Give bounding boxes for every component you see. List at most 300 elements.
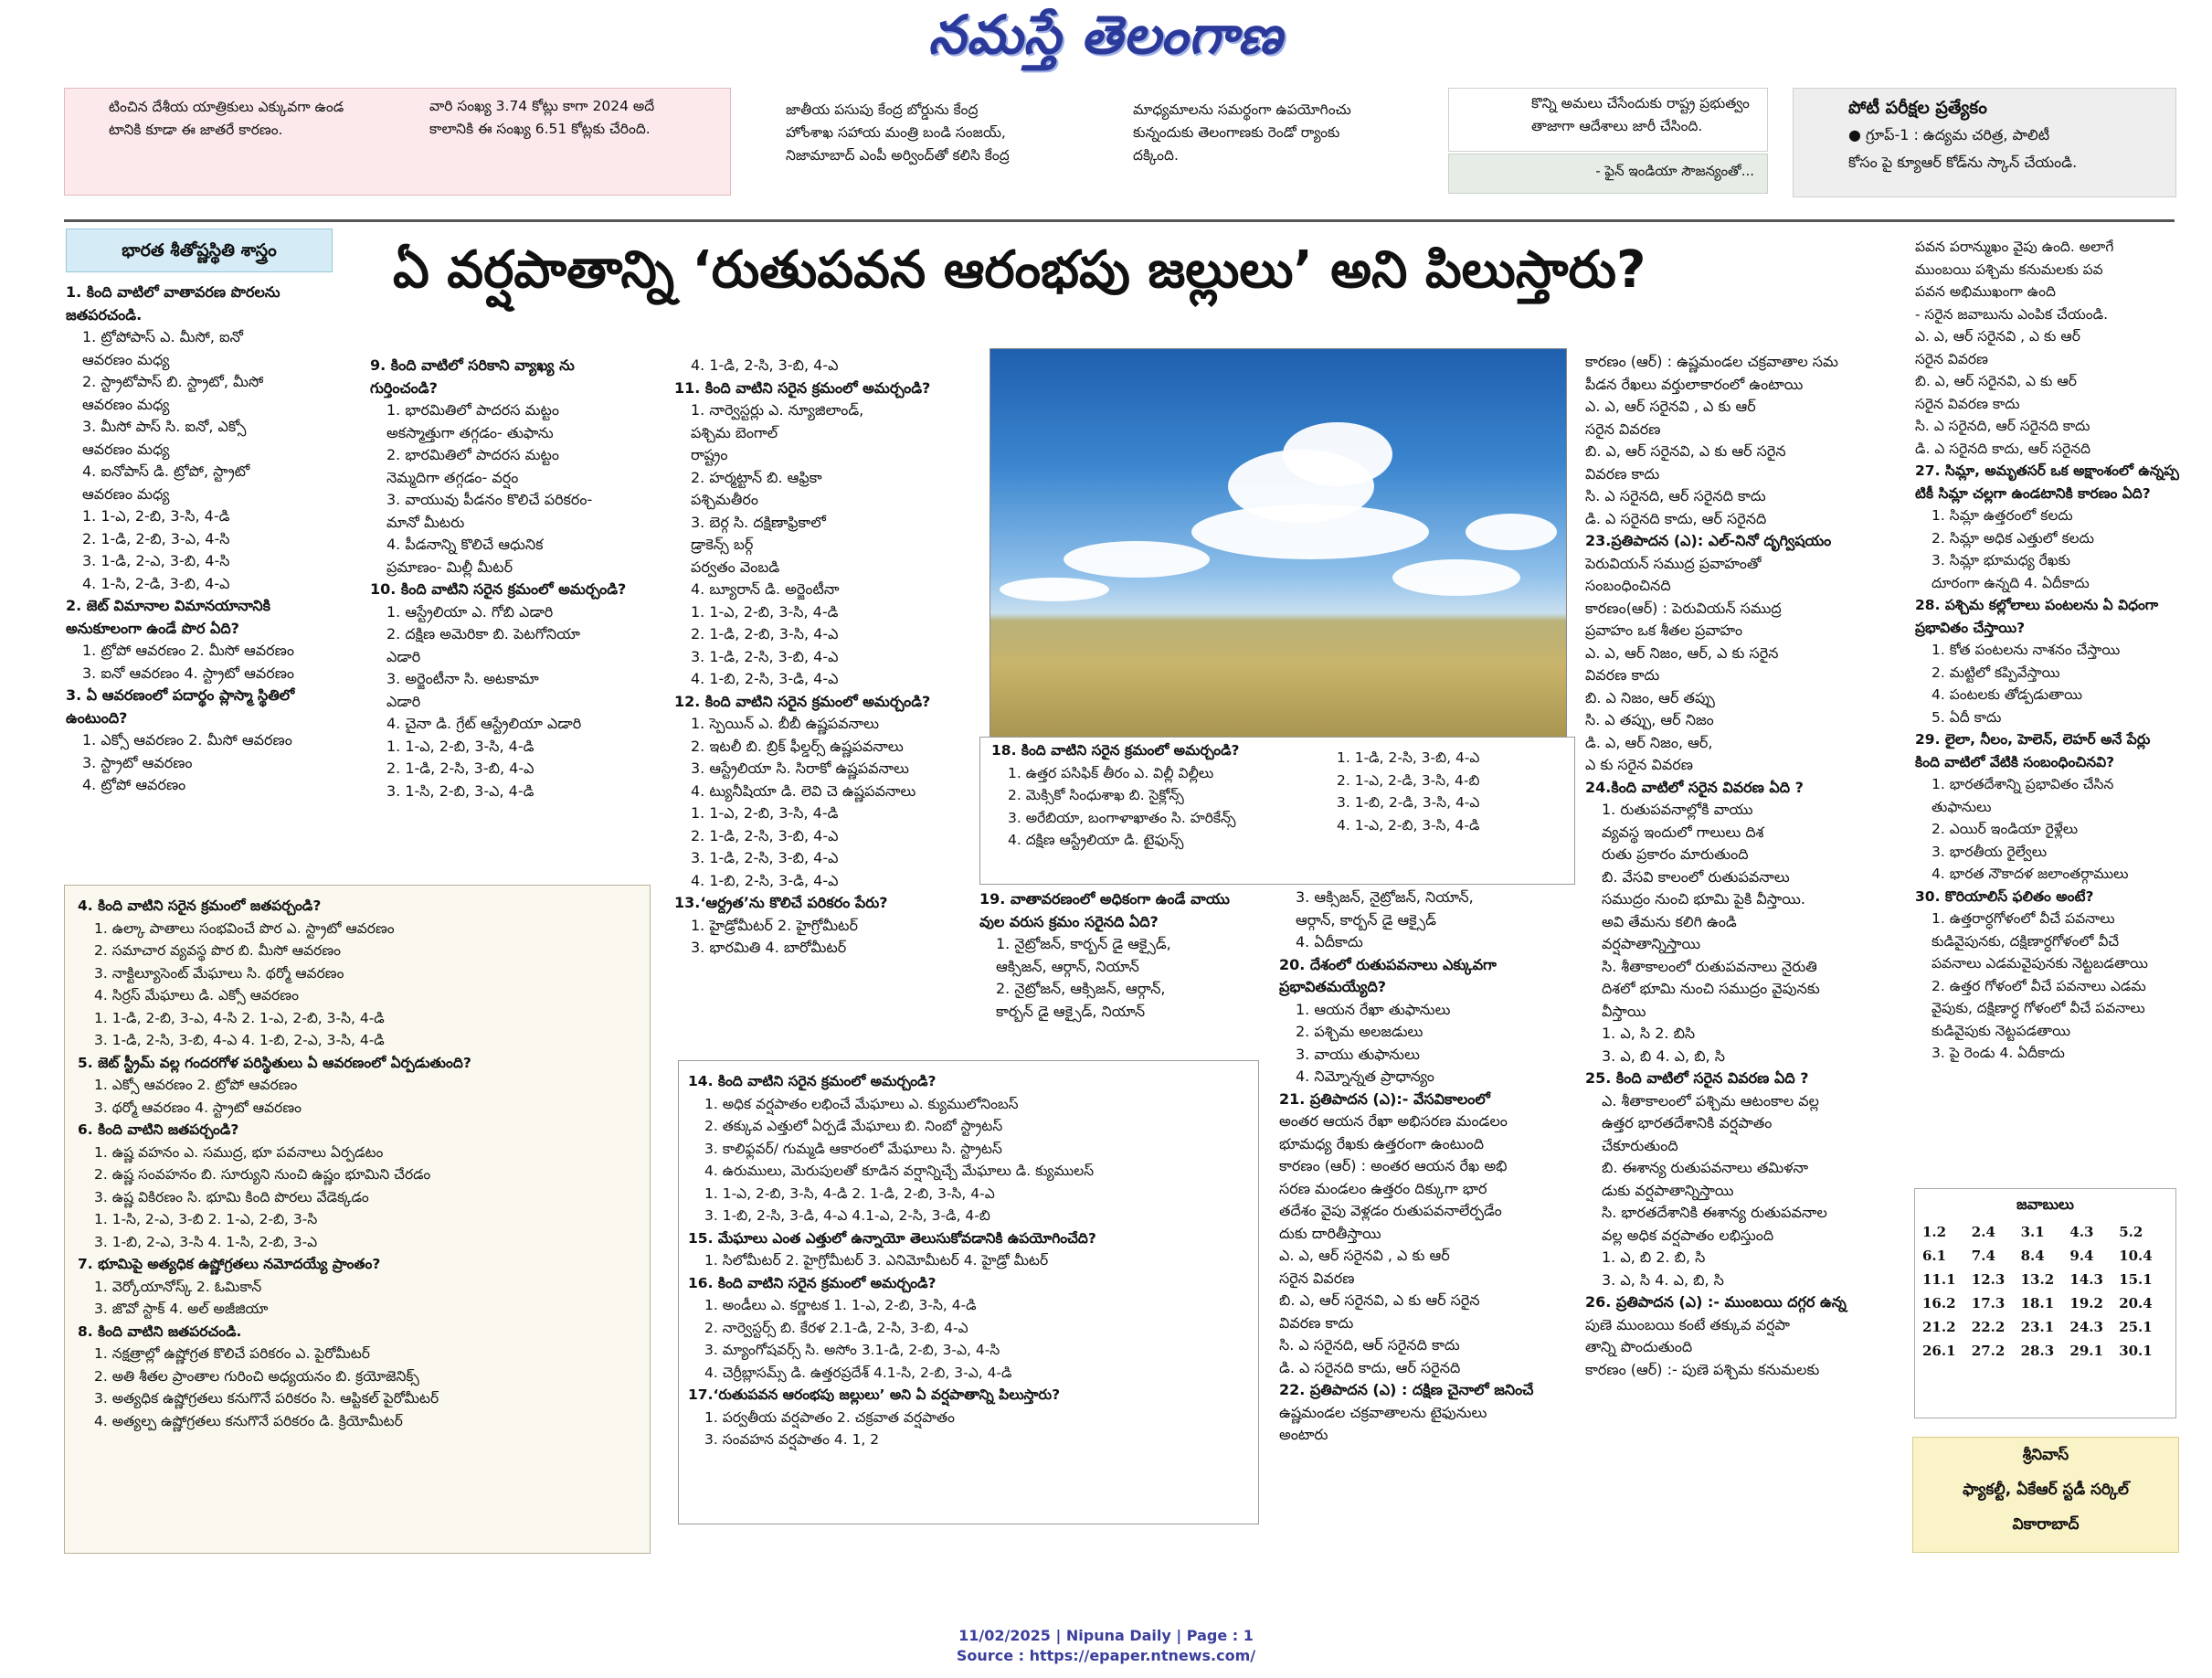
answer-item: 24.3 bbox=[2069, 1319, 2103, 1335]
option-line: 4. ఉరుములు, మెరుపులతో కూడిన వర్షాన్నిచ్చే మేఘాలు డి. క్యుములస్ bbox=[704, 1163, 1095, 1179]
question-line: జతపరచండి. bbox=[66, 305, 143, 324]
option-line: 3. మ్యాంగోషవర్స్ సి. అసోం 3.1-డి, 2-బి, 3-ఎ, 4-సి bbox=[704, 1342, 1000, 1358]
column-4b bbox=[1279, 887, 1581, 1526]
option-line: ఆవరణం మధ్య bbox=[82, 484, 170, 503]
option-line: నెమ్మదిగా తగ్గడం- వర్షం bbox=[386, 468, 519, 486]
answer-item: 21.2 bbox=[1922, 1319, 1956, 1335]
question-line: 20. దేశంలో రుతుపవనాలు ఎక్కువగా bbox=[1279, 955, 1497, 973]
option-line: 1. 1-ఎ, 2-బి, 3-సి, 4-డి 2. 1-డి, 2-బి, 3-సి, 4-ఎ bbox=[704, 1184, 995, 1202]
option-line: సి. ఎ తప్పు, ఆర్ నిజం bbox=[1585, 711, 1714, 728]
text-line: దక్కింది. bbox=[1133, 147, 1179, 164]
option-line: 2. సమాచార వ్యవస్థ పొర బి. మీసో ఆవరణం bbox=[94, 942, 342, 959]
option-line: 2. మట్టిలో కప్పివేస్తాయి bbox=[1932, 664, 2060, 681]
option-line: 3. ఆక్సిజన్, నైట్రోజన్, నియాన్, bbox=[1296, 888, 1474, 906]
answer-item: 30.1 bbox=[2119, 1343, 2153, 1359]
answer-item: 6.1 bbox=[1922, 1248, 1947, 1264]
option-line: దిశలో భూమి నుంచి సముద్రం వైపునకు bbox=[1602, 980, 1820, 997]
option-line: 1. ఎ, బి 2. బి, సి bbox=[1602, 1248, 1706, 1266]
option-line: సంబంధించినది bbox=[1585, 577, 1671, 594]
option-line: 1. ఎక్సో ఆవరణం 2. ట్రోపో ఆవరణం bbox=[94, 1077, 298, 1093]
answer-item: 23.1 bbox=[2020, 1319, 2055, 1335]
answer-item: 15.1 bbox=[2119, 1271, 2153, 1288]
option-line: 2. నైట్రోజన్, ఆక్సిజన్, ఆర్గాన్, bbox=[996, 980, 1166, 997]
answers-title: జవాబులు bbox=[2016, 1195, 2074, 1213]
question-line: 26. ప్రతిపాదన (ఎ) :- ముంబయి దగ్గర ఉన్న bbox=[1585, 1293, 1847, 1311]
option-line: 1. పర్వతీయ వర్షపాతం 2. చక్రవాత వర్షపాతం bbox=[704, 1408, 955, 1426]
option-line: కారణం (ఆర్) : అంతర ఆయన రేఖ అభి bbox=[1279, 1157, 1508, 1174]
question-line: 2. జెట్ విమానాల విమానయానానికి bbox=[66, 597, 270, 614]
question-line: 1. కింది వాటిలో వాతావరణ పొరలను bbox=[66, 283, 280, 301]
option-line: 3. వాయు తుఫానులు bbox=[1296, 1045, 1420, 1063]
author-credit bbox=[1912, 1437, 2179, 1553]
answer-item: 20.4 bbox=[2119, 1295, 2153, 1312]
option-line: డుకు వర్షపాతాన్నిస్తాయి bbox=[1602, 1181, 1734, 1199]
option-line: వర్షపాతాన్నిస్తాయి bbox=[1602, 935, 1701, 952]
option-line: చేకూరుతుంది bbox=[1602, 1136, 1678, 1154]
option-line: కుడివైపునకు, దక్షిణార్ధగోళంలో వీచే bbox=[1932, 932, 2120, 950]
text-line: తాజాగా ఆదేశాలు జారీ చేసింది. bbox=[1531, 118, 1703, 134]
option-line: 3. అరేబియా, బంగాళాఖాతం సి. హరికేన్స్ bbox=[1008, 809, 1236, 826]
answer-item: 18.1 bbox=[2020, 1295, 2055, 1312]
option-line: పవన పరాన్ముఖం వైపు ఉంది. అలాగే bbox=[1915, 239, 2114, 255]
option-line: ప్రమాణం- మిల్లీ మీటర్ bbox=[386, 558, 513, 576]
question-line: 21. ప్రతిపాదన (ఎ):- వేసవికాలంలో bbox=[1279, 1089, 1490, 1108]
option-line: ఉష్ణమండల చక్రవాతాలను టైఫునులు bbox=[1279, 1403, 1487, 1421]
option-line: 3. పై రెండు 4. ఏదీకాదు bbox=[1932, 1045, 2065, 1061]
option-line: 1. ఉష్ణ వహనం ఎ. సముద్ర, భూ పవనాలు ఏర్పడటం bbox=[94, 1143, 384, 1161]
option-line: 1. భారతదేశాన్ని ప్రభావితం చేసిన bbox=[1932, 776, 2114, 792]
option-line: ఆవరణం మధ్య bbox=[82, 350, 170, 368]
option-line: కార్బన్ డై ఆక్సైడ్, నియాన్ bbox=[996, 1002, 1146, 1020]
option-line: 4. దక్షిణ ఆస్ట్రేలియా డి. టైఫున్స్ bbox=[1008, 832, 1184, 848]
answer-item: 22.2 bbox=[1971, 1319, 2006, 1335]
question-line: 12. కింది వాటిని సరైన క్రమంలో అమర్చండి? bbox=[674, 692, 931, 710]
option-line: 1. 1-ఎ, 2-బి, 3-సి, 4-డి bbox=[691, 602, 839, 621]
option-line: 2. తక్కువ ఎత్తులో ఏర్పడే మేఘాలు బి. నింబో స్ట్రాటస్ bbox=[704, 1118, 1003, 1134]
question-line: ప్రభావితమయ్యేది? bbox=[1279, 978, 1387, 995]
question-line: ఉంటుంది? bbox=[66, 708, 128, 727]
option-line: 4. 1-డి, 2-సి, 3-బి, 4-ఎ bbox=[691, 356, 839, 374]
option-line: 1. ఎ, సి 2. బిసి bbox=[1602, 1025, 1696, 1042]
answer-item: 10.4 bbox=[2119, 1248, 2153, 1264]
option-line: 2. 1-డి, 2-బి, 3-ఎ, 4-సి bbox=[82, 529, 230, 547]
answer-item: 1.2 bbox=[1922, 1224, 1947, 1240]
answer-item: 11.1 bbox=[1922, 1271, 1956, 1288]
option-line: 4. నిమ్నోన్నత ప్రాధాన్యం bbox=[1296, 1067, 1434, 1085]
option-line: 1. సిమ్లా ఉత్తరంలో కలదు bbox=[1932, 507, 2073, 524]
option-line: దుకు దారితీస్తాయి bbox=[1279, 1224, 1381, 1242]
option-line: 3. బెర్గ సి. దక్షిణాఫ్రికాలో bbox=[691, 513, 826, 531]
option-line: 1. ఆస్ట్రేలియా ఎ. గోబి ఎడారి bbox=[386, 602, 554, 621]
option-line: 3. 1-బి, 2-ఎ, 3-సి 4. 1-సి, 2-బి, 3-ఎ bbox=[94, 1233, 318, 1250]
question-line: 23.ప్రతిపాదన (ఎ): ఎల్-నినో దృగ్విషయం bbox=[1585, 532, 1832, 549]
text-line: కున్నందుకు తెలంగాణకు రెండో ర్యాంకు bbox=[1133, 124, 1340, 141]
option-line: సి. ఎ సరైనది, ఆర్ సరైనది కాదు bbox=[1915, 418, 2090, 434]
option-line: సముద్రం నుంచి భూమి పైకి వీస్తాయి. bbox=[1602, 890, 1805, 908]
option-line: 4. 1-బి, 2-సి, 3-డి, 4-ఎ bbox=[691, 871, 839, 889]
option-line: 2. హర్మట్టాన్ బి. ఆఫ్రికా bbox=[691, 468, 822, 486]
answer-item: 12.3 bbox=[1971, 1271, 2006, 1288]
option-line: అంతర ఆయన రేఖా అభిసరణ మండలం bbox=[1279, 1112, 1508, 1130]
question-line: 4. కింది వాటిని సరైన క్రమంలో జతపర్చండి? bbox=[78, 897, 322, 914]
text-line: శ్రీనివాస్ bbox=[2022, 1446, 2069, 1464]
option-line: ముంబయి పశ్చిమ కనుమలకు పవ bbox=[1915, 260, 2103, 278]
option-line: మానో మీటరు bbox=[386, 513, 465, 531]
option-line: సరైన వివరణ bbox=[1279, 1269, 1355, 1287]
sky-grassland-photo bbox=[990, 348, 1567, 738]
option-line: ఎ. ఎ, ఆర్ సరైనవి , ఎ కు ఆర్ bbox=[1915, 328, 2080, 345]
answers-grid bbox=[1915, 1220, 2175, 1363]
option-line: పవనాలు ఎడమవైపునకు నెట్టబడతాయి bbox=[1932, 955, 2148, 972]
column-3 bbox=[674, 355, 985, 976]
option-line: సరైన వివరణ కాదు bbox=[1915, 395, 2020, 412]
answer-item: 19.2 bbox=[2069, 1295, 2103, 1312]
option-line: 1. నక్షత్రాల్లో ఉష్ణోగ్రత కొలిచే పరికరం ఎ. పైరోమీటర్ bbox=[94, 1345, 370, 1362]
option-line: రుతు ప్రకారం మారుతుంది bbox=[1602, 845, 1749, 863]
question-line: 14. కింది వాటిని సరైన క్రమంలో అమర్చండి? bbox=[688, 1073, 937, 1089]
option-line: 4. ట్యునీషియా డి. లెవి చె ఉష్ణపవనాలు bbox=[691, 781, 916, 800]
text-line: హోంశాఖ సహాయ మంత్రి బండి సంజయ్, bbox=[786, 124, 1006, 141]
question-line: 27. సిమ్లా, అమృతసర్ ఒక అక్షాంశంలో ఉన్నప్ప bbox=[1915, 462, 2179, 479]
option-line: కుడివైపుకు నెట్టపడతాయి bbox=[1932, 1022, 2071, 1039]
answer-item: 27.2 bbox=[1971, 1343, 2006, 1359]
option-line: ప్రవాహం ఒక శీతల ప్రవాహం bbox=[1585, 621, 1743, 639]
option-line: వ్యవస్థ ఇందులో గాలులు దిశ bbox=[1602, 823, 1764, 841]
answer-item: 4.3 bbox=[2069, 1224, 2094, 1240]
question-line: 16. కింది వాటిని సరైన క్రమంలో అమర్చండి? bbox=[688, 1274, 937, 1291]
option-line: ఆవరణం మధ్య bbox=[82, 395, 170, 413]
question-18-box bbox=[979, 737, 1575, 885]
answer-item: 5.2 bbox=[2119, 1224, 2143, 1240]
option-line: 1. అధిక వర్షపాతం లభించే మేఘాలు ఎ. క్యుములోనింబస్ bbox=[704, 1095, 1019, 1112]
option-line: డి. ఎ సరైనది కాదు, ఆర్ సరైనది bbox=[1279, 1358, 1461, 1376]
option-line: 3. 1-సి, 2-బి, 3-ఎ, 4-డి bbox=[386, 781, 534, 800]
question-line: 3. ఏ ఆవరణంలో పదార్థం ప్లాస్మా స్థితిలో bbox=[66, 686, 295, 704]
option-line: ఎ. ఎ, ఆర్ సరైనవి , ఎ కు ఆర్ bbox=[1585, 398, 1756, 415]
option-line: 3. అర్జెంటీనా సి. అటకామా bbox=[386, 670, 539, 687]
top-box-6 bbox=[1793, 88, 2176, 197]
text-line: టించిన దేశీయ యాత్రికులు ఎక్కువగా ఉండ bbox=[109, 99, 344, 115]
question-line: 29. లైలా, నీలం, హెలెన్, లెహర్ అనే పేర్లు bbox=[1915, 731, 2151, 748]
option-line: 1. ఉత్తర పసిఫిక్ తీరం ఎ. విల్లీ విల్లీలు bbox=[1008, 764, 1214, 781]
option-line: కారణం (ఆర్) : ఉష్ణమండల చక్రవాతాల సమ bbox=[1585, 353, 1838, 370]
answers-box bbox=[1914, 1188, 2176, 1418]
option-line: బి. ఎ, ఆర్ సరైనవి, ఎ కు ఆర్ సరైన bbox=[1585, 442, 1786, 460]
option-line: 3. వాయువు పీడనం కొలిచే పరికరం- bbox=[386, 491, 593, 508]
option-line: 3. 1-డి, 2-సి, 3-బి, 4-ఎ 4. 1-బి, 2-ఎ, 3-సి, 4-డి bbox=[94, 1032, 385, 1048]
question-line: గుర్తించండి? bbox=[370, 378, 438, 397]
option-line: 1. ఆయన రేఖా తుఫానులు bbox=[1296, 1000, 1451, 1018]
option-line: ఎడారి bbox=[386, 647, 421, 665]
column-5 bbox=[1585, 351, 1910, 1530]
option-line: 3. భారమితి 4. బారోమీటర్ bbox=[691, 939, 847, 956]
question-line: 28. పశ్చిమ కల్లోలాలు పంటలను ఏ విధంగా bbox=[1915, 597, 2159, 613]
question-line: కింది వాటిలో వేటికి సంబంధించినవి? bbox=[1915, 753, 2115, 770]
option-line: సరణ మండలం ఉత్తరం దిక్కుగా భార bbox=[1279, 1179, 1487, 1197]
option-line: పశ్చిమ బెంగాల్ bbox=[691, 423, 778, 441]
footer-date: 11/02/2025 | Nipuna Daily | Page : 1 bbox=[958, 1627, 1254, 1644]
option-line: 2. అతి శీతల ప్రాంతాల గురించి అధ్యయనం బి. క్రయోజెనిక్స్ bbox=[94, 1367, 419, 1385]
text-line: 3. 1-బి, 2-డి, 3-సి, 4-ఎ bbox=[1337, 794, 1480, 811]
option-line: 3. 1-డి, 2-సి, 3-బి, 4-ఎ bbox=[691, 849, 839, 866]
question-line: 5. జెట్ స్ట్రీమ్ వల్ల గందరగోళ పరిస్థితులు ఏ ఆవరణంలో ఏర్పడుతుంది? bbox=[78, 1054, 471, 1071]
option-line: 3. ఎ, బి 4. ఎ, బి, సి bbox=[1602, 1046, 1725, 1065]
question-line: 11. కింది వాటిని సరైన క్రమంలో అమర్చండి? bbox=[674, 378, 931, 397]
answer-item: 29.1 bbox=[2069, 1343, 2103, 1359]
question-line: 9. కింది వాటిలో సరికాని వ్యాఖ్య ను bbox=[370, 356, 575, 374]
headline: ఏ వర్షపాతాన్ని ‘రుతుపవన ఆరంభపు జల్లులు’ అని పిలుస్తారు? bbox=[393, 240, 1646, 300]
option-line: 1. కోత పంటలను నాశనం చేస్తాయి bbox=[1932, 642, 2121, 658]
option-line: 1. 1-ఎ, 2-బి, 3-సి, 4-డి bbox=[691, 804, 839, 822]
option-line: సి. శీతాకాలంలో రుతుపవనాలు నైరుతి bbox=[1602, 957, 1817, 975]
option-line: 3. 1-డి, 2-ఎ, 3-బి, 4-సి bbox=[82, 552, 230, 569]
question-18 bbox=[991, 739, 1320, 881]
option-line: 1. ట్రోపో ఆవరణం 2. మీసో ఆవరణం bbox=[82, 642, 294, 659]
top-box-5 bbox=[1448, 88, 1768, 152]
option-line: 1. ఎక్సో ఆవరణం 2. మీసో ఆవరణం bbox=[82, 731, 292, 749]
option-line: 5. ఏదీ కాదు bbox=[1932, 708, 2002, 726]
top-box-5-credit: - ఫైన్ ఇండియా సౌజన్యంతో... bbox=[1448, 154, 1768, 194]
option-line: 3. 1-బి, 2-సి, 3-డి, 4-ఎ 4.1-ఎ, 2-సి, 3-డి, 4-బి bbox=[704, 1207, 990, 1224]
option-line: 1. ట్రోపోపాస్ ఎ. మీసో, ఐనో bbox=[82, 328, 244, 345]
option-line: 3. ఉష్ణ వికిరణం సి. భూమి కింది పొరలు వేడెక్కడం bbox=[94, 1188, 369, 1205]
option-line: 4. బ్యూరాన్ డి. అర్జెంటీనా bbox=[691, 580, 840, 598]
answer-item: 28.3 bbox=[2020, 1343, 2055, 1359]
answer-item: 13.2 bbox=[2020, 1271, 2055, 1288]
question-line: 22. ప్రతిపాదన (ఎ) : దక్షిణ చైనాలో జనించే bbox=[1279, 1381, 1534, 1398]
option-line: 2. 1-డి, 2-సి, 3-బి, 4-ఎ bbox=[691, 826, 839, 844]
option-line: 4. 1-సి, 2-డి, 3-బి, 4-ఎ bbox=[82, 574, 230, 592]
answer-item: 16.2 bbox=[1922, 1295, 1956, 1312]
section-tag: భారత శీతోష్ణస్థితి శాస్త్రం bbox=[66, 228, 333, 272]
option-line: వివరణ కాదు bbox=[1279, 1313, 1354, 1332]
option-line: బి. ఎ, ఆర్ సరైనవి, ఎ కు ఆర్ సరైన bbox=[1279, 1291, 1480, 1309]
question-line: 19. వాతావరణంలో అధికంగా ఉండే వాయు bbox=[979, 890, 1230, 908]
option-line: వివరణ కాదు bbox=[1585, 666, 1660, 684]
text-line: 1. 1-డి, 2-సి, 3-బి, 4-ఎ bbox=[1337, 749, 1480, 766]
text-line: నిజామాబాద్ ఎంపీ అర్వింద్‌తో కలిసి కేంద్ర bbox=[786, 147, 1010, 164]
answer-item: 7.4 bbox=[1971, 1248, 1995, 1264]
text-line: వారి సంఖ్య 3.74 కోట్లు కాగా 2024 అదే bbox=[429, 98, 655, 114]
option-line: భూమధ్య రేఖకు ఉత్తరంగా ఉంటుంది bbox=[1279, 1134, 1485, 1152]
option-line: 2. మెక్సికో సింధుశాఖ బి. సైక్లోన్స్ bbox=[1008, 787, 1184, 803]
answer-item: 25.1 bbox=[2119, 1319, 2153, 1335]
question-line: ప్రభావితం చేస్తాయి? bbox=[1915, 619, 2026, 636]
question-line: 6. కింది వాటిని జతపర్చండి? bbox=[78, 1121, 239, 1138]
question-line: 8. కింది వాటిని జతపరచండి. bbox=[78, 1322, 242, 1340]
answer-item: 9.4 bbox=[2069, 1248, 2094, 1264]
option-line: 2. పశ్చిమ అలజడులు bbox=[1296, 1023, 1424, 1040]
option-line: 1. రుతుపవనాల్లోకి వాయు bbox=[1602, 801, 1753, 818]
text-line: 4. 1-ఎ, 2-బి, 3-సి, 4-డి bbox=[1337, 816, 1480, 834]
option-line: 1. హైడ్రోమీటర్ 2. హైగ్రోమీటర్ bbox=[691, 916, 858, 934]
option-line: ఎ. ఎ, ఆర్ నిజం, ఆర్, ఎ కు సరైన bbox=[1585, 643, 1779, 662]
option-line: దూరంగా ఉన్నది 4. ఏదీకాదు bbox=[1932, 574, 2090, 591]
section-rule bbox=[64, 219, 2175, 222]
answer-item: 3.1 bbox=[2020, 1224, 2045, 1240]
option-line: ఎ. ఎ, ఆర్ సరైనవి , ఎ కు ఆర్ bbox=[1279, 1247, 1450, 1264]
question-line: వుల వరుస క్రమం సరైనది ఏది? bbox=[979, 912, 1159, 930]
option-line: 1. 1-ఎ, 2-బి, 3-సి, 4-డి bbox=[82, 507, 230, 525]
option-line: 2. స్ట్రాటోపాస్ బి. స్ట్రాటో, మీసో bbox=[82, 373, 264, 390]
option-line: 1. 1-సి, 2-ఎ, 3-బి 2. 1-ఎ, 2-బి, 3-సి bbox=[94, 1211, 318, 1227]
option-line: బి. ఎ, ఆర్ సరైనవి, ఎ కు ఆర్ bbox=[1915, 373, 2077, 389]
question-line: అనుకూలంగా ఉండే పొర ఏది? bbox=[66, 619, 239, 637]
option-line: ఎ కు సరైన వివరణ bbox=[1585, 756, 1693, 773]
option-line: సరైన వివరణ bbox=[1915, 350, 1988, 367]
option-line: 4. పంటలకు తోడ్పడుతాయి bbox=[1932, 686, 2082, 703]
top-box-2 bbox=[429, 95, 731, 186]
question-line: 17.‘రుతుపవన ఆరంభపు జల్లులు’ అని ఏ వర్షపాతాన్ని పిలుస్తారు? bbox=[688, 1386, 1061, 1403]
answer-item: 8.4 bbox=[2020, 1248, 2045, 1264]
question-line: 25. కింది వాటిలో సరైన వివరణ ఏది ? bbox=[1585, 1069, 1809, 1087]
option-line: ఉత్తర భారతదేశానికి వర్షపాతం bbox=[1602, 1114, 1773, 1131]
answer-item: 2.4 bbox=[1971, 1224, 1995, 1240]
option-line: 1. స్పెయిన్ ఎ. బీబీ ఉష్ణపవనాలు bbox=[691, 715, 880, 732]
answer-item: 14.3 bbox=[2069, 1271, 2103, 1288]
option-line: 3. థర్మో ఆవరణం 4. స్ట్రాటో ఆవరణం bbox=[94, 1099, 302, 1116]
option-line: 4. చెర్రీబ్లాసమ్స్ డి. ఉత్తరప్రదేశ్ 4.1-సి, 2-బి, 3-ఎ, 4-డి bbox=[704, 1364, 1012, 1381]
option-line: డి. ఎ, ఆర్ నిజం, ఆర్, bbox=[1585, 733, 1713, 751]
option-line: 1. అండీలు ఎ. కర్ణాటక 1. 1-ఎ, 2-బి, 3-సి, 4-డి bbox=[704, 1297, 977, 1313]
option-line: బి. ఎ నిజం, ఆర్ తప్పు bbox=[1585, 688, 1715, 706]
option-line: ఎ. శీతాకాలంలో పశ్చిమ ఆటంకాల వల్ల bbox=[1602, 1091, 1820, 1110]
option-line: వైపుకు, దక్షిణార్ధ గోళంలో వీచే పవనాలు bbox=[1932, 1000, 2145, 1016]
option-line: 4. పీడనాన్ని కొలిచే ఆధునిక bbox=[386, 536, 544, 553]
option-line: 1. 1-ఎ, 2-బి, 3-సి, 4-డి bbox=[386, 737, 534, 755]
footer-source[interactable]: Source : https://epaper.ntnews.com/ bbox=[956, 1647, 1256, 1664]
question-line: 13.‘ఆర్ద్రత’ను కొలిచే పరికరం పేరు? bbox=[674, 894, 888, 911]
option-line: 1. నైట్రోజన్, కార్బన్ డై ఆక్సైడ్, bbox=[996, 935, 1171, 952]
option-line: 4. ట్రోపో ఆవరణం bbox=[82, 776, 186, 793]
option-line: 3. 1-డి, 2-సి, 3-బి, 4-ఎ bbox=[691, 647, 839, 665]
option-line: 3. సిమ్లా భూమధ్య రేఖకు bbox=[1932, 552, 2071, 568]
text-line: వికారాబాద్ bbox=[2012, 1515, 2080, 1534]
option-line: వివరణ కాదు bbox=[1585, 464, 1660, 483]
option-line: ఎడారి bbox=[386, 692, 421, 710]
option-line: 2. ఇటలీ బి. బ్రిక్ ఫీల్డర్స్ ఉష్ణపవనాలు bbox=[691, 737, 904, 755]
option-line: 4. ఐనోపాస్ డి. ట్రోపో, స్ట్రాటో bbox=[82, 462, 250, 480]
option-line: కారణం (ఆర్) :- పుణె పశ్చిమ కనుమలకు bbox=[1585, 1360, 1820, 1378]
option-line: 2. ఉత్తర గోళంలో వీచే పవనాలు ఎడమ bbox=[1932, 977, 2146, 994]
answer-item: 26.1 bbox=[1922, 1343, 1956, 1359]
option-line: 4. భారత నౌకాదళ జలాంతర్గాములు bbox=[1932, 866, 2129, 882]
top-box-4 bbox=[1133, 99, 1434, 190]
option-line: డి. ఎ సరైనది కాదు, ఆర్ సరైనది bbox=[1915, 440, 2091, 457]
text-line: కొన్ని అమలు చేసేందుకు రాష్ట్ర ప్రభుత్వం bbox=[1531, 95, 1750, 112]
option-line: 3. భారతీయ రైల్వేలు bbox=[1932, 843, 2048, 860]
question-line: 15. మేఘాలు ఎంత ఎత్తులో ఉన్నాయో తెలుసుకోవడానికి ఉపయోగించేది? bbox=[688, 1229, 1096, 1247]
questions-14-17-box bbox=[678, 1060, 1259, 1524]
option-line: 3. నాక్టిల్యూసెంట్ మేఘాలు సి. థర్మో ఆవరణం bbox=[94, 964, 344, 982]
option-line: 1. 1-డి, 2-బి, 3-ఎ, 4-సి 2. 1-ఎ, 2-బి, 3-సి, 4-డి bbox=[94, 1009, 385, 1026]
column-1 bbox=[66, 281, 376, 871]
option-line: 2. సిమ్లా అధిక ఎత్తులో కలదు bbox=[1932, 529, 2094, 547]
option-line: 4. ఏదీకాదు bbox=[1296, 933, 1363, 951]
option-line: ఆర్గాన్, కార్బన్ డై ఆక్సైడ్ bbox=[1296, 910, 1436, 929]
option-line: వీస్తాయి bbox=[1602, 1002, 1646, 1020]
question-line: 18. కింది వాటిని సరైన క్రమంలో అమర్చండి? bbox=[991, 742, 1240, 759]
option-line: పవన అభిముఖంగా ఉంది bbox=[1915, 283, 2056, 300]
option-line: ఆక్సిజన్, ఆర్గాన్, నియాన్ bbox=[996, 957, 1139, 975]
option-line: 1. వెర్కోయానోస్క్ 2. ఓమికాన్ bbox=[94, 1278, 262, 1295]
text-line: టానికి కూడా ఈ జాతరే కారణం. bbox=[109, 122, 283, 138]
option-line: అకస్మాత్తుగా తగ్గడం- తుఫాను bbox=[386, 423, 554, 441]
top-box-3 bbox=[786, 99, 1106, 190]
masthead-logo: నమస్తే తెలంగాణ bbox=[928, 4, 1283, 66]
option-line: 2. నార్వెస్టర్స్ బి. కేరళ 2.1-డి, 2-సి, 3-బి, 4-ఎ bbox=[704, 1319, 968, 1336]
column-1-box bbox=[64, 885, 651, 1554]
option-line: డి. ఎ సరైనది కాదు, ఆర్ సరైనది bbox=[1585, 509, 1767, 527]
option-line: తాన్ని పొందుతుంది bbox=[1585, 1338, 1693, 1355]
option-line: 1. ఉత్తరార్ధగోళంలో వీచే పవనాలు bbox=[1932, 910, 2115, 927]
option-line: పర్వతం వెంబడి bbox=[691, 558, 780, 576]
question-line: 24.కింది వాటిలో సరైన వివరణ ఏది ? bbox=[1585, 778, 1804, 796]
question-18-options bbox=[1337, 747, 1565, 875]
option-line: సి. భారతదేశానికి ఈశాన్య రుతుపవనాల bbox=[1602, 1204, 1827, 1221]
option-line: అంటారు bbox=[1279, 1426, 1328, 1443]
option-line: 3. ఎ, సి 4. ఎ, బి, సి bbox=[1602, 1270, 1724, 1289]
option-line: అవి తేమను కలిగి ఉండి bbox=[1602, 912, 1737, 930]
option-line: - సరైన జవాబును ఎంపిక చేయండి. bbox=[1915, 305, 2109, 323]
option-line: వల్ల అధిక వర్షపాతం లభిస్తుంది bbox=[1602, 1226, 1774, 1244]
option-line: సి. ఎ సరైనది, ఆర్ సరైనది కాదు bbox=[1279, 1336, 1460, 1354]
option-line: బి. ఈశాన్య రుతుపవనాలు తమిళనా bbox=[1602, 1159, 1809, 1176]
option-line: 1. నార్వెస్టర్లు ఎ. న్యూజిలాండ్, bbox=[691, 401, 864, 419]
option-line: పశ్చిమతీరం bbox=[691, 491, 758, 508]
option-line: 3. ఐనో ఆవరణం 4. స్ట్రాటో ఆవరణం bbox=[82, 664, 295, 682]
question-line: 7. భూమిపై అత్యధిక ఉష్ణోగ్రతలు నమోదయ్యే ప్రాంతం? bbox=[78, 1256, 381, 1272]
option-line: పెరువియన్ సముద్ర ప్రవాహంతో bbox=[1585, 554, 1762, 572]
option-line: పుణె ముంబయి కంటే తక్కువ వర్షపా bbox=[1585, 1315, 1791, 1333]
option-line: 4. చైనా డి. గ్రేట్ ఆస్ట్రేలియా ఎడారి bbox=[386, 715, 582, 732]
option-line: 3. అత్యధిక ఉష్ణోగ్రతలు కనుగొనే పరికరం సి. ఆప్టికల్ పైరోమీటర్ bbox=[94, 1390, 439, 1407]
question-line: 30. కొరియాలిస్ ఫలితం అంటే? bbox=[1915, 887, 2094, 905]
option-line: 2. భారమితిలో పాదరస మట్టం bbox=[386, 446, 559, 463]
text-line: కోసం పై క్యూఆర్ కోడ్‌ను స్కాన్ చేయండి. bbox=[1848, 154, 2078, 171]
text-line: ● గ్రూప్-1 : ఉద్యమ చరిత్ర, పాలిటీ bbox=[1848, 126, 2050, 143]
option-line: డ్రాకెన్స్ బర్గ్ bbox=[691, 536, 754, 553]
option-line: 3. కాలిఫ్లవర్/ గుమ్మడి ఆకారంలో మేఘాలు సి. స్ట్రాటస్ bbox=[704, 1140, 1002, 1157]
option-line: 4. 1-బి, 2-సి, 3-డి, 4-ఎ bbox=[691, 670, 839, 687]
option-line: 2. 1-డి, 2-సి, 3-బి, 4-ఎ bbox=[386, 759, 534, 777]
option-line: 3. స్ట్రాటో ఆవరణం bbox=[82, 753, 193, 771]
option-line: 1. సిలోమీటర్ 2. హైగ్రోమీటర్ 3. ఎనిమోమీటర్ 4. హైడ్రో మీటర్ bbox=[704, 1252, 1049, 1269]
column-4 bbox=[979, 888, 1318, 1035]
text-line: కాలానికి ఈ సంఖ్య 6.51 కోట్లకు చేరింది. bbox=[429, 121, 651, 137]
question-line: 10. కింది వాటిని సరైన క్రమంలో అమర్చండి? bbox=[370, 580, 627, 598]
option-line: కారణం(ఆర్) : పెరువియన్ సముద్ర bbox=[1585, 599, 1782, 617]
text-line: పోటీ పరీక్షల ప్రత్యేకం bbox=[1848, 98, 1987, 118]
option-line: పీడన రేఖలు వర్తులాకారంలో ఉంటాయి bbox=[1585, 375, 1804, 393]
option-line: ఆవరణం మధ్య bbox=[82, 440, 170, 458]
option-line: సి. ఎ సరైనది, ఆర్ సరైనది కాదు bbox=[1585, 487, 1766, 504]
option-line: 2. దక్షిణ అమెరికా బి. పెటగోనియా bbox=[386, 625, 580, 643]
option-line: 3. సంవహన వర్షపాతం 4. 1, 2 bbox=[704, 1431, 880, 1448]
option-line: 4. అత్యల్ప ఉష్ణోగ్రతలు కనుగొనే పరికరం డి. క్రియోమీటర్ bbox=[94, 1412, 403, 1429]
option-line: తుఫానులు bbox=[1932, 798, 1992, 815]
option-line: 2. 1-డి, 2-బి, 3-సి, 4-ఎ bbox=[691, 625, 839, 643]
option-line: బి. వేసవి కాలంలో రుతుపవనాలు bbox=[1602, 867, 1790, 886]
option-line: 3. మీసో పాస్ సి. ఐనో, ఎక్సో bbox=[82, 418, 247, 435]
option-line: రాష్ట్రం bbox=[691, 446, 728, 463]
option-line: 2. ఉష్ణ సంవహనం బి. సూర్యుని నుంచి ఉష్ణం భూమిని చేరడం bbox=[94, 1166, 431, 1183]
column-2 bbox=[370, 355, 662, 866]
text-line: జాతీయ పసుపు కేంద్ర బోర్డును కేంద్ర bbox=[786, 101, 979, 118]
option-line: 1. భారమితిలో పాదరస మట్టం bbox=[386, 401, 559, 419]
text-line: 2. 1-ఎ, 2-డి, 3-సి, 4-బి bbox=[1337, 771, 1480, 789]
option-line: 4. సిర్రస్ మేఘాలు డి. ఎక్సో ఆవరణం bbox=[94, 987, 299, 1004]
